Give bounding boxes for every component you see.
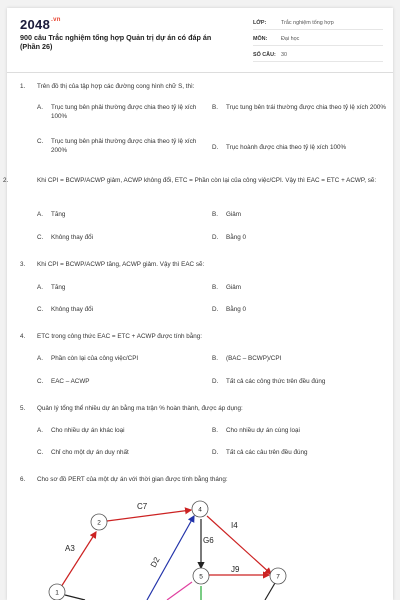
edge-label-i4: I4 [231, 521, 238, 530]
question-stem: 4. ETC trong công thức EAC = ETC + ACWP được tính bằng: [20, 333, 203, 340]
question-stem: 6. Cho sơ đồ PERT của một dự án với thời gian được tính bằng tháng: [20, 476, 228, 483]
node-7 [270, 568, 286, 584]
svg-text:7: 7 [276, 573, 280, 581]
site-logo[interactable]: $2048^{.vn}$ [20, 17, 61, 32]
edge-stub-right [265, 583, 275, 600]
svg-text:4: 4 [198, 506, 202, 514]
question-6 [20, 475, 382, 484]
question-2 [3, 176, 382, 185]
edge-label-g6: G6 [203, 536, 214, 545]
question-4 [20, 332, 382, 341]
question-stem: 2. Khi CPI = BCWP/ACWP giảm, ACWP không đổi, ETC = Phần còn lại của công việc/CPI. Vậy thì EAC = ETC + ACWP, sẽ: [3, 177, 377, 184]
node-2 [91, 514, 107, 530]
document-header [7, 8, 393, 73]
question-1 [20, 82, 382, 91]
document-meta [253, 17, 383, 65]
svg-text:5: 5 [199, 573, 203, 581]
document-page: $2048^{.vn}$ 900 câu Trắc nghiệm tổng hợp Quản trị dự án có đáp án (Phần 26) LỚP: Trắc nghiệm tổng hợp MÔN: Đại học SỐ CÂU: 30 1. Trên đồ thị của tập hợp các đường cong hình chữ S, thì: A. Trục tung bên phải thường được chia theo tỷ lệ xích 100% B. Trục tung bên trái thường được chia theo tỷ lệ xích 200% C. Trục tung bên phải thường được chia theo tỷ lệ xích 200% D. Trục hoành được chia theo tỷ lệ xích 100% 2. Khi CPI = BCWP/ACWP giảm, ACWP không đổi, ETC = Phần còn lại của công việc/CPI. Vậy thì EAC = ETC + ACWP, sẽ: A. Tăng B. Giảm C. Không thay đổi D. Bằng 0 3. Khi CPI = BCWP/ACWP tăng, ACWP giảm. Vậy thì EAC sẽ: A. Tăng B. Giảm C. Không thay đổi D. Bằng 0 4. ETC trong công thức EAC = ETC + ACWP được tính bằng: A. Phần còn lại của công việc/CPI B. (BAC – BCWP)/CPI C. EAC – ACWP D. Tất cả các công thức trên đều đúng 5. Quản lý tổng thể nhiều dự án bằng ma trận % hoàn thành, được áp dụng: A. Cho nhiều dự án khác loại B. Cho nhiều dự án cùng loại C. Chỉ cho một dự án duy nhất D. Tất cả các câu trên đều đúng 6. Cho sơ đồ PERT của một dự án với thời gian được tính bằng tháng: A3 C7 D2 G6 J9 I4 1 2 4 5 7 [7, 8, 393, 600]
question-5 [20, 404, 382, 413]
svg-text:2: 2 [97, 519, 101, 527]
edge-label-j9: J9 [231, 565, 240, 574]
question-stem: 5. Quản lý tổng thể nhiều dự án bằng ma trận % hoàn thành, được áp dụng: [20, 405, 243, 412]
node-1 [49, 584, 65, 600]
edge-label-a3: A3 [65, 544, 75, 553]
question-stem: 3. Khi CPI = BCWP/ACWP tăng, ACWP giảm. Vậy thì EAC sẽ: [20, 261, 205, 268]
meta-row-subject: MÔN: Đại học [253, 33, 383, 46]
edge-c7 [107, 510, 191, 521]
node-4 [192, 501, 208, 517]
document-title: 900 câu Trắc nghiệm tổng hợp Quản trị dự án có đáp án (Phần 26) [20, 33, 212, 51]
edge-stub-left [65, 595, 85, 600]
meta-row-class: LỚP: Trắc nghiệm tổng hợp [253, 17, 383, 30]
node-5 [193, 568, 209, 584]
svg-text:1: 1 [55, 589, 59, 597]
question-3 [20, 260, 382, 269]
edge-a3 [61, 532, 96, 587]
pert-diagram [7, 488, 393, 600]
edge-label-d2: D2 [148, 555, 162, 569]
question-stem: 1. Trên đồ thị của tập hợp các đường cong hình chữ S, thì: [20, 83, 195, 90]
meta-row-count: SỐ CÂU: 30 [253, 49, 383, 62]
edge-stub-pink [167, 582, 192, 600]
edge-label-c7: C7 [137, 502, 148, 511]
